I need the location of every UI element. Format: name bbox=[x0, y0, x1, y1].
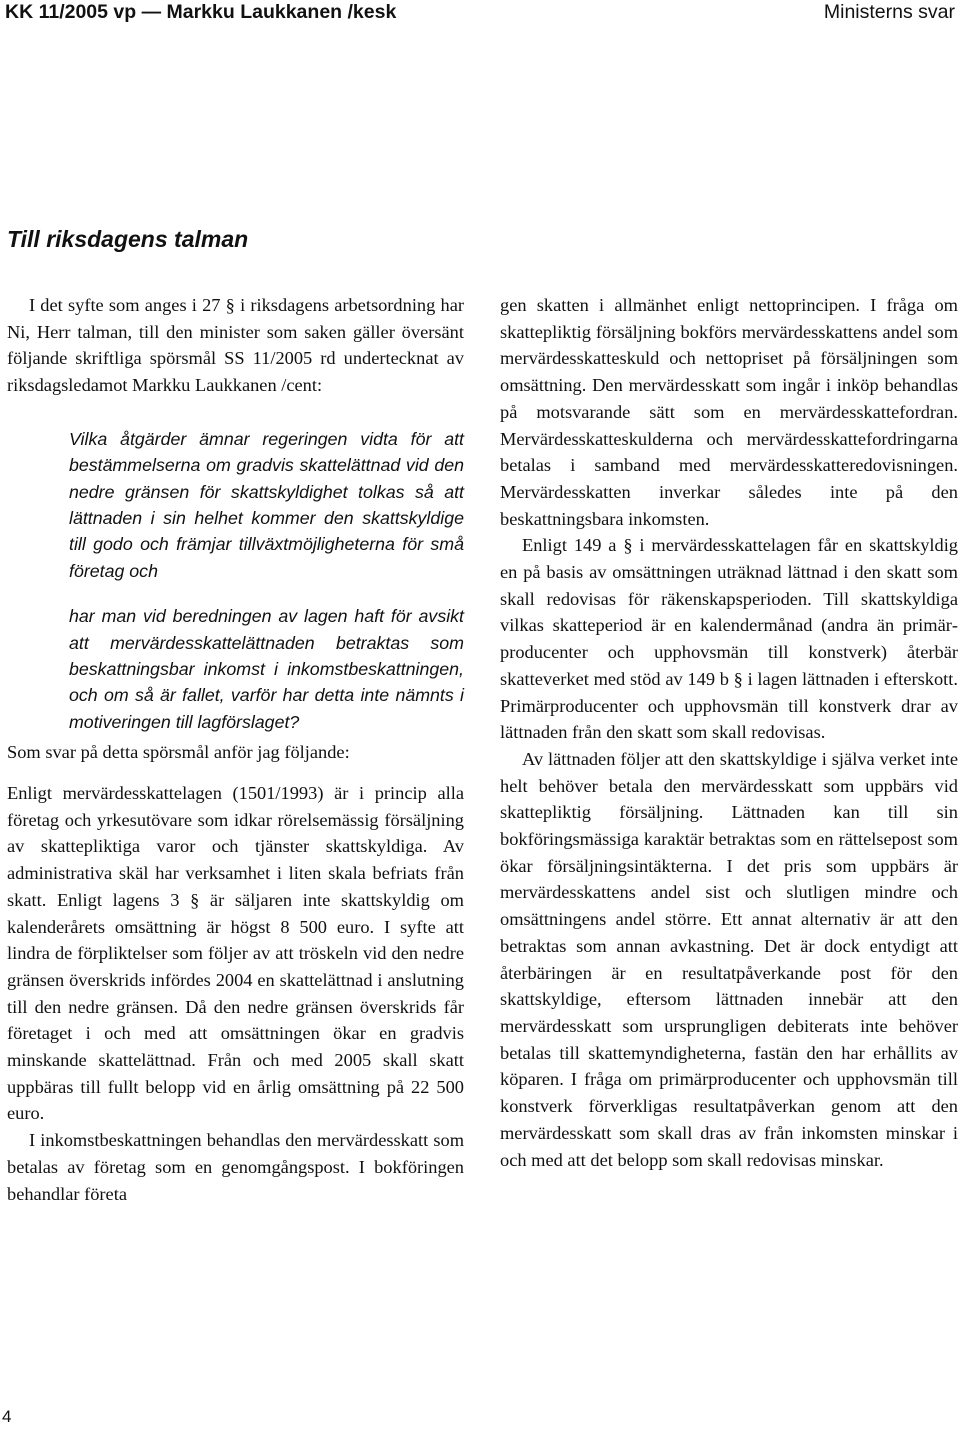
page-number: 4 bbox=[2, 1407, 12, 1426]
answer-intro: Som svar på detta spörsmål anför jag följande: bbox=[7, 742, 350, 763]
document-reference: KK 11/2005 vp — Markku Laukkanen /kesk bbox=[5, 1, 397, 23]
document-title: Till riksdagens talman bbox=[7, 226, 249, 252]
answer-paragraph-2: I inkomstbeskattningen behandlas den mervärdesskatt som betalas av företag som en genomgångspost. I bokföringen behandlar företa bbox=[7, 1130, 464, 1204]
intro-paragraph: I det syfte som anges i 27 § i riksdagens arbetsordning har Ni, Herr talman, till den minister som saken gäller översänt följande skriftliga spörsmål SS 11/2005 rd undertecknat av riksdagsledamot Markku Laukkanen /cent: bbox=[7, 295, 464, 396]
left-column bbox=[7, 292, 464, 1207]
right-paragraph-3: Av lättnaden följer att den skattskyldige i själva verket inte helt behöver betala den mervärdesskatt som uppbärs vid skattepliktig försäljning. Lättnaden kan till sin bokföringsmässiga karaktär betraktas som en rättelsepost som ökar försäljningsintäkterna. I det pris som uppbärs är mervärdesskattens andel sist och slutligen mindre och omsättningens andel större. Ett annat alternativ är att den betraktas som annan avkastning. Det är dock entydigt att återbäringen är en resultatpåverkande post för den skattskyldige, eftersom lättnaden innebär att den mervärdesskatt som ursprungligen debiterats inte behöver betalas till skattemyndigheterna, fastän den har erhållits av köparen. I fråga om primärproducenter och upphovsmän till konstverk förverkligas resultatpåverkan genom att den mervärdesskatt som skall dras av från inkomsten minskar i och med att det belopp som skall redovisas minskar. bbox=[500, 748, 958, 1170]
right-paragraph-2: Enligt 149 a § i mervärdesskattelagen får en skattskyldig en på basis av omsättningen uträknad lättnad i den skatt som skall redovisas för räkenskapsperioden. Till skattskyldiga vilkas skatteperiod är en kalendermånad (andra än primärproducenter och upphovsmän till konstverk) återbär skatteverket med stöd av 149 b § i lagen lättnaden i efterskott. Primärproducenter och upphovsmän till konstverk drar av lättnaden från den skatt som skall redovisas. bbox=[500, 535, 958, 743]
right-paragraph-1: gen skatten i allmänhet enligt nettoprincipen. I fråga om skattepliktig försäljning bokförs mervärdesskattens andel som mervärdesskatteskuld och nettopriset på försäljningen som omsättning. Den mervärdesskatt som ingår i inköp behandlas på motsvarande sätt som en mervärdesskattefordran. Mervärdesskatteskulderna och mervärdesskattefordringarna betalas i samband med mervärdesskatteredovisningen. Mervärdesskatten inverkar således inte på den beskattningsbara inkomsten. bbox=[500, 295, 958, 529]
right-column bbox=[500, 292, 958, 1173]
document-section-label: Ministerns svar bbox=[823, 1, 955, 23]
page-header bbox=[0, 0, 960, 24]
answer-paragraph-1: Enligt mervärdesskattelagen (1501/1993) är i princip alla företag och yrkesutövare som idkar rörelsemässig försäljning av skattepliktiga varor och tjänster skattskyldiga. Av administrativa skäl har verksamhet i liten skala befriats från skatt. Enligt lagens 3 § är säljaren inte skattskyldig om kalenderårets omsättning är högst 8 500 euro. I syfte att lindra de förpliktelser som följer av att tröskeln vid den nedre gränsen överskrids infördes 2004 en skattelättnad i anslutning till den nedre gränsen. Då den nedre gränsen överskrids får företaget i och med att omsättningen ökar en gradvis minskande skattelättnad. Från och med 2005 skall skatt uppbäras till fullt belopp vid en årlig omsättning på 22 500 euro. bbox=[7, 782, 464, 1124]
question-part-1: Vilka åtgärder ämnar regeringen vidta för att bestämmelserna om gradvis skattelättnad vid den nedre gränsen för skattskyldighet tolkas så att lättnaden i sin helhet kommer den skattskyldige till godo och främjar tillväxtmöjligheterna för små företag och bbox=[69, 428, 464, 581]
question-part-2: har man vid beredningen av lagen haft för avsikt att mervärdesskattelättnaden betraktas som beskattningsbar inkomst i inkomstbeskattningen, och om så är fallet, varför har detta inte nämnts i motiveringen till lagförslaget? bbox=[69, 606, 464, 732]
